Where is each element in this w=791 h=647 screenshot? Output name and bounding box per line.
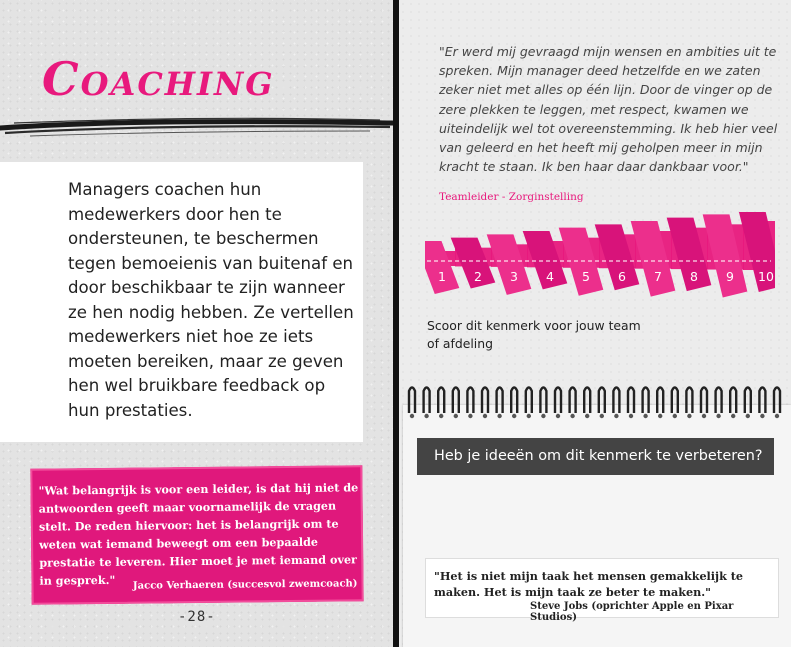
scale-number-7[interactable]: 7 xyxy=(654,269,662,284)
quote-card xyxy=(30,465,363,604)
spiral-hole xyxy=(541,414,545,418)
intro-text: Managers coachen hun medewerkers door hen te ondersteunen, te beschermen tegen bemoeienis van buitenaf en door beschikbaar te zijn wanneer ze hen nodig hebben. Ze vertellen medewerkers niet hoe ze iets moeten bereiken, maar ze geven hen wel bruikbare feedback op hun prestaties. xyxy=(68,180,354,420)
spiral-hole xyxy=(512,414,516,418)
notepad-quote-box xyxy=(425,558,779,623)
scale-number-10[interactable]: 10 xyxy=(758,269,774,284)
spiral-ring xyxy=(701,388,707,414)
spiral-ring xyxy=(643,388,649,414)
scale-number-1[interactable]: 1 xyxy=(438,269,446,284)
spiral-ring xyxy=(759,388,765,414)
spiral-ring xyxy=(497,388,503,414)
spiral-ring xyxy=(570,388,576,414)
scale-number-4[interactable]: 4 xyxy=(546,269,554,284)
spiral-ring xyxy=(482,388,488,414)
spiral-ring xyxy=(716,388,722,414)
spiral-ring xyxy=(599,388,605,414)
spiral-ring xyxy=(467,388,473,414)
spiral-ring xyxy=(730,388,736,414)
spiral-hole xyxy=(746,414,750,418)
spiral-ring xyxy=(409,388,415,414)
page-title: Coaching xyxy=(42,52,275,106)
testimonial-text: "Er werd mij gevraagd mijn wensen en ambities uit te spreken. Mijn manager deed hetzelfde en we zaten zeker niet met alles op één lijn. Door de vinger op de zere plekken te leggen, met respect, kwamen we uiteindelijk wel tot overeenstemming. Ik heb hier veel van geleerd en het heeft mij geholpen meer in mijn kracht te staan. Ik ben haar daar dankbaar voor." xyxy=(439,44,778,175)
spiral-hole xyxy=(760,414,764,418)
spiral-ring xyxy=(453,388,459,414)
improvement-prompt: Heb je ideeën om dit kenmerk te verbeteren? xyxy=(417,438,774,475)
scale-number-8[interactable]: 8 xyxy=(690,269,698,284)
spiral-hole xyxy=(775,414,779,418)
testimonial-author: Teamleider - Zorginstelling xyxy=(439,191,584,203)
scale-fold-1 xyxy=(425,241,459,294)
spiral-hole xyxy=(497,414,501,418)
spiral-hole xyxy=(439,414,443,418)
spiral-hole xyxy=(614,414,618,418)
spiral-ring xyxy=(686,388,692,414)
spiral-ring xyxy=(613,388,619,414)
scale-number-3[interactable]: 3 xyxy=(510,269,518,284)
spiral-hole xyxy=(410,414,414,418)
spiral-hole xyxy=(658,414,662,418)
spiral-ring xyxy=(540,388,546,414)
scale-number-6[interactable]: 6 xyxy=(618,269,626,284)
spiral-ring xyxy=(774,388,780,414)
page-number: -28- xyxy=(178,609,216,625)
scale-number-2[interactable]: 2 xyxy=(474,269,482,284)
spiral-ring xyxy=(438,388,444,414)
notepad xyxy=(403,383,791,647)
spiral-hole xyxy=(731,414,735,418)
spiral-ring xyxy=(657,388,663,414)
notepad-quote-author: Steve Jobs (oprichter Apple en Pixar Studios) xyxy=(530,601,734,623)
spiral-hole xyxy=(716,414,720,418)
spiral-hole xyxy=(468,414,472,418)
spiral-ring xyxy=(584,388,590,414)
spiral-ring xyxy=(526,388,532,414)
right-page xyxy=(399,0,791,647)
spiral-ring xyxy=(628,388,634,414)
spiral-hole xyxy=(570,414,574,418)
spiral-ring xyxy=(424,388,430,414)
left-page xyxy=(0,0,393,647)
spiral-ring xyxy=(511,388,517,414)
spiral-ring xyxy=(555,388,561,414)
spiral-hole xyxy=(483,414,487,418)
spiral-hole xyxy=(527,414,531,418)
spiral-ring xyxy=(672,388,678,414)
quote-text: "Wat belangrijk is voor een leider, is dat hij niet de antwoorden geeft maar voornamelijk de vragen stelt. De reden hiervoor: het is belangrijk om te weten wat iemand beweegt om een bepaalde prestatie te leveren. Hier moet je met iemand over in gesprek." xyxy=(38,480,359,589)
scale-number-5[interactable]: 5 xyxy=(582,269,590,284)
brush-stroke-divider xyxy=(0,112,393,142)
spiral-hole xyxy=(424,414,428,418)
spiral-hole xyxy=(673,414,677,418)
intro-box xyxy=(0,162,363,442)
spiral-hole xyxy=(702,414,706,418)
spiral-hole xyxy=(556,414,560,418)
spiral-ring xyxy=(745,388,751,414)
spiral-hole xyxy=(454,414,458,418)
notepad-quote-text: "Het is niet mijn taak het mensen gemakkelijk te maken. Het is mijn taak ze beter te maken." xyxy=(434,569,744,599)
spiral-hole xyxy=(600,414,604,418)
quote-author: Jacco Verhaeren (succesvol zwemcoach) xyxy=(132,578,358,592)
spiral-hole xyxy=(585,414,589,418)
spiral-hole xyxy=(629,414,633,418)
spiral-hole xyxy=(643,414,647,418)
spiral-hole xyxy=(687,414,691,418)
scale-number-9[interactable]: 9 xyxy=(726,269,734,284)
score-scale xyxy=(425,212,775,312)
spiral-binding xyxy=(403,383,791,423)
scale-caption: Scoor dit kenmerk voor jouw team of afdeling xyxy=(427,318,641,351)
